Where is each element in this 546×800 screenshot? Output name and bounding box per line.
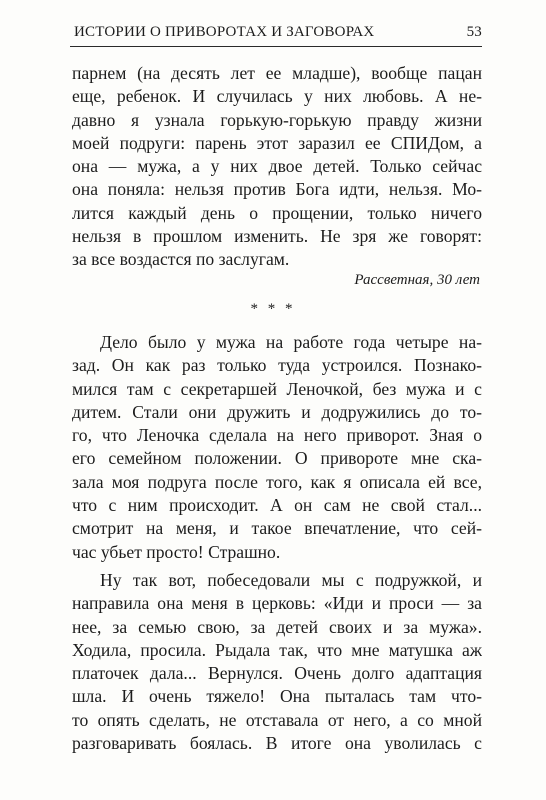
header-title: ИСТОРИИ О ПРИВОРОТАХ И ЗАГОВОРАХ xyxy=(74,24,375,40)
story2-paragraph-2 xyxy=(72,569,482,755)
text-line: его семейном положении. О привороте мне ска- xyxy=(72,448,482,469)
text-line: час убьет просто! Страшно. xyxy=(72,541,281,562)
text-line: смотрит на меня, и такое впечатление, что сей- xyxy=(72,518,482,539)
text-line: за все воздастся по заслугам. xyxy=(72,249,290,270)
text-line: направила она меня в церковь: «Иди и проси — за xyxy=(72,593,482,614)
text-line: Ну так вот, побеседовали мы с подружкой, и xyxy=(100,570,482,590)
story2-paragraph-1 xyxy=(72,331,482,564)
text-line: шла. И очень тяжело! Она пыталась там что- xyxy=(72,686,482,707)
text-line: лится каждый день о прощении, только ничего xyxy=(72,202,482,223)
text-line: давно я узнала горькую-горькую правду жизни xyxy=(72,109,482,130)
text-line: что с ним происходит. А он сам не свой стал... xyxy=(72,495,482,516)
text-line: разговаривать боялась. В итоге она уволилась с xyxy=(72,733,482,754)
text-line: она поняла: нельзя против Бога идти, нельзя. Мо- xyxy=(72,179,482,200)
section-separator: * * * xyxy=(250,301,296,317)
text-line: она — мужа, а у них двое детей. Только сейчас xyxy=(72,156,482,177)
text-line: дитем. Стали они дружить и додружились до то- xyxy=(72,401,482,422)
running-header xyxy=(70,24,482,44)
author-signature: Рассветная, 30 лет xyxy=(354,272,480,288)
text-line: то опять сделать, не отставала от него, а со мной xyxy=(72,709,482,730)
story1-text xyxy=(72,62,482,272)
text-line: зад. Он как раз только туда устроился. Познако- xyxy=(72,355,482,376)
text-line: мился там с секретаршей Леночкой, без мужа и с xyxy=(72,378,482,399)
text-line: нее, за семью свою, за детей своих и за мужа». xyxy=(72,616,482,637)
text-line: Дело было у мужа на работе года четыре на- xyxy=(100,332,482,352)
text-line: парнем (на десять лет ее младше), вообще пацан xyxy=(72,63,482,83)
text-line: моей подруги: парень этот заразил ее СПИДом, а xyxy=(72,132,482,153)
header-rule xyxy=(70,46,482,47)
text-line: зала моя подруга после того, как я описала ей все, xyxy=(72,471,482,492)
page-number: 53 xyxy=(466,24,482,40)
text-line: го, что Леночка сделала на него приворот. Зная о xyxy=(72,425,482,446)
text-line: платочек дала... Вернулся. Очень долго адаптация xyxy=(72,663,482,684)
text-line: Ходила, просила. Рыдала так, что мне матушка аж xyxy=(72,639,482,660)
text-line: нельзя в прошлом изменить. Не зря же говорят: xyxy=(72,226,482,247)
text-line: еще, ребенок. И случилась у них любовь. А не- xyxy=(72,86,482,107)
